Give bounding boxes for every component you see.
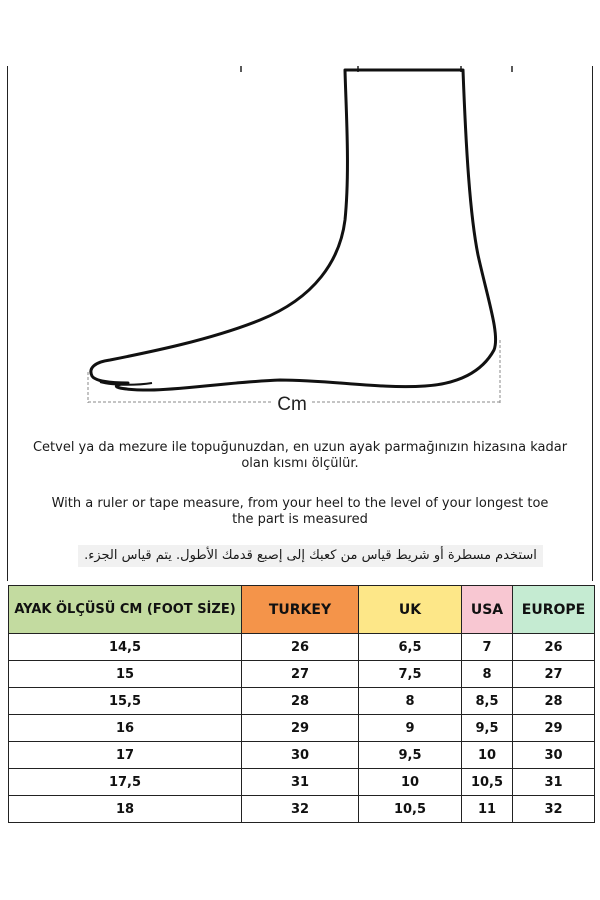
uk-cell: 10,5 — [359, 796, 462, 823]
foot-size-cell: 15,5 — [9, 688, 242, 715]
usa-cell: 10,5 — [462, 769, 513, 796]
header-foot-size: AYAK ÖLÇÜSÜ CM (FOOT SİZE) — [9, 586, 242, 634]
header-uk: UK — [359, 586, 462, 634]
uk-cell: 8 — [359, 688, 462, 715]
instruction-turkish — [0, 440, 600, 472]
foot-size-cell: 18 — [9, 796, 242, 823]
usa-cell: 8,5 — [462, 688, 513, 715]
foot-size-cell: 17 — [9, 742, 242, 769]
table-body — [9, 634, 595, 823]
table-row — [9, 769, 595, 796]
turkey-cell: 32 — [242, 796, 359, 823]
table-row — [9, 715, 595, 742]
turkey-cell: 31 — [242, 769, 359, 796]
turkey-cell: 30 — [242, 742, 359, 769]
usa-cell: 11 — [462, 796, 513, 823]
table-row — [9, 661, 595, 688]
table-row — [9, 688, 595, 715]
header-usa: USA — [462, 586, 513, 634]
usa-cell: 10 — [462, 742, 513, 769]
table-header-row — [9, 586, 595, 634]
foot-size-cell: 16 — [9, 715, 242, 742]
turkey-cell: 26 — [242, 634, 359, 661]
turkey-cell: 27 — [242, 661, 359, 688]
instruction-english-line-2: the part is measured — [232, 512, 368, 527]
instruction-turkish-line-2: olan kısmı ölçülür. — [241, 456, 359, 471]
header-turkey: TURKEY — [242, 586, 359, 634]
size-chart-table — [8, 585, 594, 823]
europe-cell: 32 — [513, 796, 595, 823]
europe-cell: 27 — [513, 661, 595, 688]
foot-measurement-illustration — [0, 0, 600, 440]
measure-label: Cm — [277, 394, 307, 415]
table-row — [9, 796, 595, 823]
table-row — [9, 742, 595, 769]
turkey-cell: 29 — [242, 715, 359, 742]
europe-cell: 29 — [513, 715, 595, 742]
instruction-english-line-1: With a ruler or tape measure, from your heel to the level of your longest toe — [51, 496, 549, 511]
foot-size-cell: 14,5 — [9, 634, 242, 661]
europe-cell: 30 — [513, 742, 595, 769]
table-row — [9, 634, 595, 661]
instruction-turkish-line-1: Cetvel ya da mezure ile topuğunuzdan, en uzun ayak parmağınızın hizasına kadar — [32, 440, 568, 455]
uk-cell: 7,5 — [359, 661, 462, 688]
uk-cell: 9,5 — [359, 742, 462, 769]
foot-size-cell: 15 — [9, 661, 242, 688]
uk-cell: 9 — [359, 715, 462, 742]
europe-cell: 26 — [513, 634, 595, 661]
usa-cell: 8 — [462, 661, 513, 688]
usa-cell: 9,5 — [462, 715, 513, 742]
turkey-cell: 28 — [242, 688, 359, 715]
uk-cell: 10 — [359, 769, 462, 796]
europe-cell: 28 — [513, 688, 595, 715]
foot-size-cell: 17,5 — [9, 769, 242, 796]
instruction-arabic: استخدم مسطرة أو شريط قياس من كعبك إلى إصبع قدمك الأطول. يتم قياس الجزء. — [78, 545, 543, 567]
uk-cell: 6,5 — [359, 634, 462, 661]
europe-cell: 31 — [513, 769, 595, 796]
usa-cell: 7 — [462, 634, 513, 661]
instruction-english — [0, 496, 600, 528]
foot-outline — [91, 70, 496, 390]
header-europe: EUROPE — [513, 586, 595, 634]
